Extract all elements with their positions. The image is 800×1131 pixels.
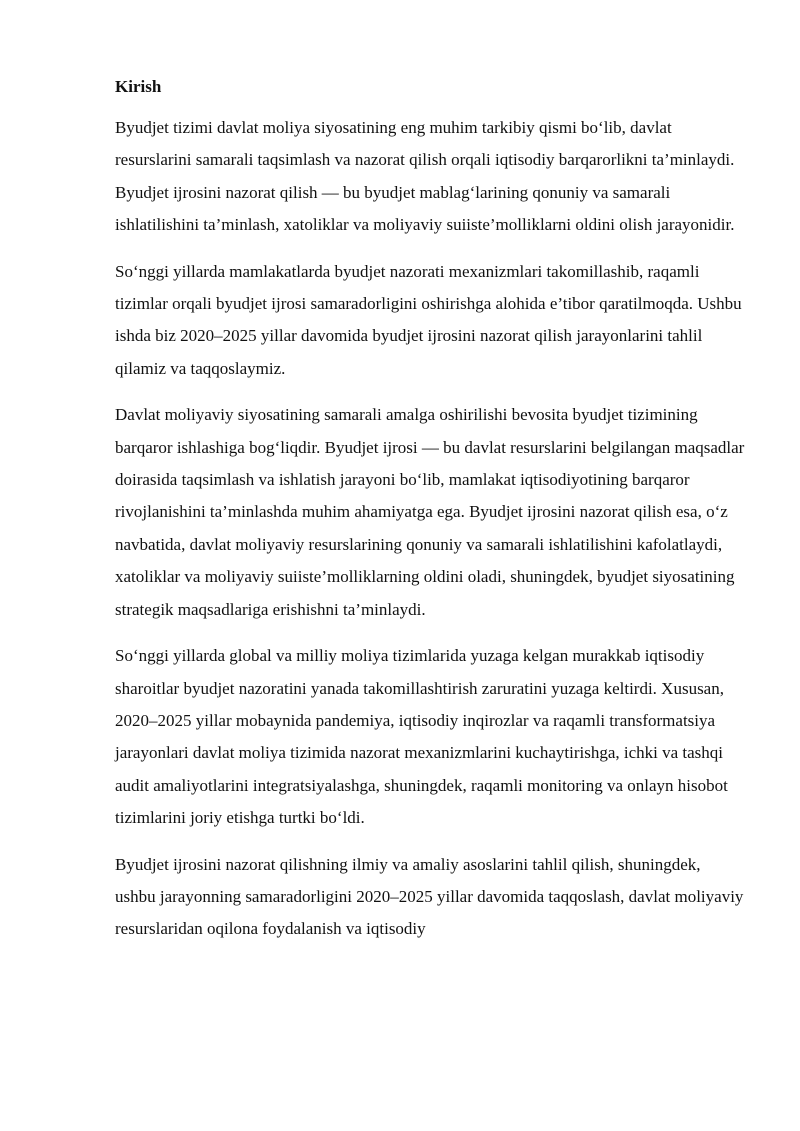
- section-heading: Kirish: [115, 77, 162, 96]
- document-body: [115, 74, 745, 960]
- paragraph-4: So‘nggi yillarda global va milliy moliya tizimlarida yuzaga kelgan murakkab iqtisodiy sharoitlar byudjet nazoratini yanada takomillashtirish zaruratini yuzaga keltirdi. Xususan, 2020–2025 yillar mobaynida pandemiya, iqtisodiy inqirozlar va raqamli transformatsiya jarayonlari davlat moliya tizimida nazorat mexanizmlarini kuchaytirishga, ichki va tashqi audit amaliyotlarini integratsiyalashga, shuningdek, raqamli monitoring va onlayn hisobot tizimlarini joriy etishga turtki bo‘ldi.: [115, 646, 728, 828]
- paragraph-2: So‘nggi yillarda mamlakatlarda byudjet nazorati mexanizmlari takomillashib, raqamli tizimlar orqali byudjet ijrosi samaradorligini oshirishga alohida e’tibor qaratilmoqda. Ushbu ishda biz 2020–2025 yillar davomida byudjet ijrosini nazorat qilish jarayonlarini tahlil qilamiz va taqqoslaymiz.: [115, 261, 742, 378]
- paragraph-3: Davlat moliyaviy siyosatining samarali amalga oshirilishi bevosita byudjet tizimining barqaror ishlashiga bog‘liqdir. Byudjet ijrosi — bu davlat resurslarini belgilangan maqsadlar doirasida taqsimlash va ishlatish jarayoni bo‘lib, mamlakat iqtisodiyotining barqaror rivojlanishini ta’minlashda muhim ahamiyatga ega. Byudjet ijrosini nazorat qilish esa, o‘z navbatida, davlat moliyaviy resurslarining qonuniy va samarali ishlatilishini kafolatlaydi, xatoliklar va moliyaviy suiiste’molliklarning oldini oladi, shuningdek, byudjet siyosatining strategik maqsadlariga erishishni ta’minlaydi.: [115, 405, 745, 619]
- paragraph-1: Byudjet tizimi davlat moliya siyosatining eng muhim tarkibiy qismi bo‘lib, davlat resurslarini samarali taqsimlash va nazorat qilish orqali iqtisodiy barqarorlikni ta’minlaydi. Byudjet ijrosini nazorat qilish — bu byudjet mablag‘larining qonuniy va samarali ishlatilishini ta’minlash, xatoliklar va moliyaviy suiiste’molliklarni oldini olish jarayonidir.: [115, 118, 735, 235]
- paragraph-5: Byudjet ijrosini nazorat qilishning ilmiy va amaliy asoslarini tahlil qilish, shuningdek, ushbu jarayonning samaradorligini 2020–2025 yillar davomida taqqoslash, davlat moliyaviy resurslaridan oqilona foydalanish va iqtisodiy: [115, 854, 744, 939]
